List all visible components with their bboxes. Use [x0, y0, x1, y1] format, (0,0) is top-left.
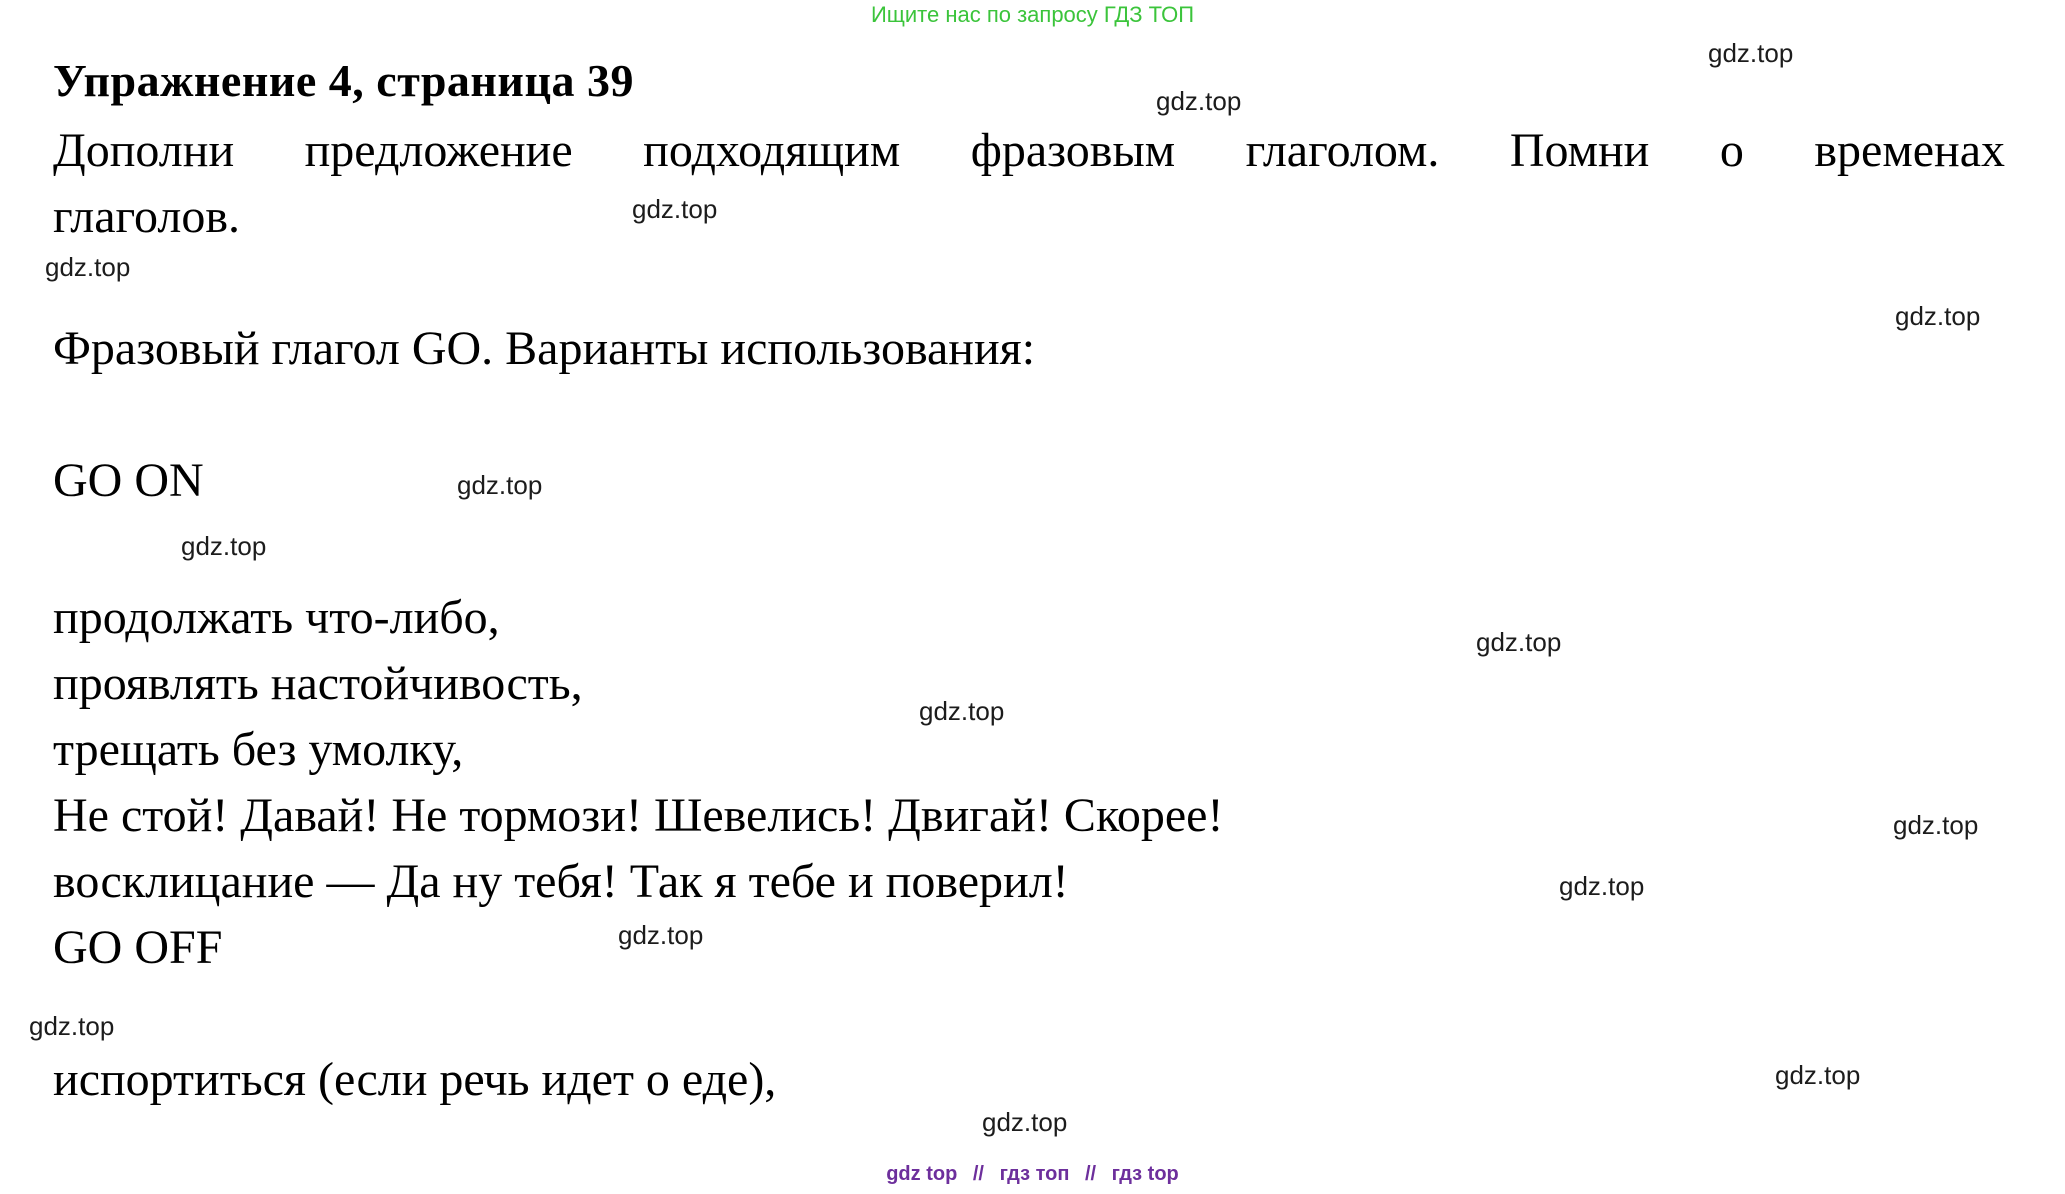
footer [0, 1163, 2065, 1186]
gdz-watermark: gdz.top [181, 531, 267, 561]
go-on-label: GO ON [53, 454, 204, 507]
meaning-item: трещать без умолку, [53, 723, 464, 776]
meaning-item: восклицание — Да ну тебя! Так я тебе и поверил! [53, 855, 1069, 908]
gdz-watermark: gdz.top [1156, 86, 1242, 116]
intro-line-1: Дополни предложение подходящим фразовым глаголом. Помни о временах [53, 124, 2005, 177]
meaning-item: Не стой! Давай! Не тормози! Шевелись! Двигай! Скорее! [53, 789, 1224, 842]
go-off-label: GO OFF [53, 921, 223, 974]
footer-link[interactable]: gdz top [886, 1163, 958, 1185]
gdz-watermark: gdz.top [618, 920, 704, 950]
promo-banner: Ищите нас по запросу ГДЗ ТОП [870, 2, 1195, 27]
gdz-watermark: gdz.top [1775, 1060, 1861, 1090]
gdz-watermark: gdz.top [45, 252, 131, 282]
gdz-watermark: gdz.top [919, 696, 1005, 726]
section-heading: Фразовый глагол GO. Варианты использования: [53, 322, 1036, 375]
footer-separator: // [972, 1163, 984, 1185]
meaning-item: продолжать что-либо, [53, 591, 500, 644]
footer-link[interactable]: гдз top [1111, 1163, 1179, 1185]
gdz-watermark: gdz.top [1708, 38, 1794, 68]
page-title: Упражнение 4, страница 39 [53, 55, 634, 106]
gdz-watermark: gdz.top [1559, 871, 1645, 901]
footer-link[interactable]: гдз топ [999, 1163, 1070, 1185]
meaning-item: испортиться (если речь идет о еде), [53, 1053, 777, 1106]
gdz-watermark: gdz.top [29, 1011, 115, 1041]
gdz-watermark: gdz.top [1895, 301, 1981, 331]
gdz-watermark: gdz.top [982, 1107, 1068, 1137]
intro-line-2: глаголов. [53, 190, 240, 243]
go-on-meanings [53, 585, 2005, 915]
gdz-watermark: gdz.top [632, 194, 718, 224]
meaning-item: проявлять настойчивость, [53, 657, 583, 710]
gdz-watermark: gdz.top [1476, 627, 1562, 657]
gdz-watermark: gdz.top [457, 470, 543, 500]
gdz-watermark: gdz.top [1893, 810, 1979, 840]
footer-separator: // [1084, 1163, 1097, 1185]
